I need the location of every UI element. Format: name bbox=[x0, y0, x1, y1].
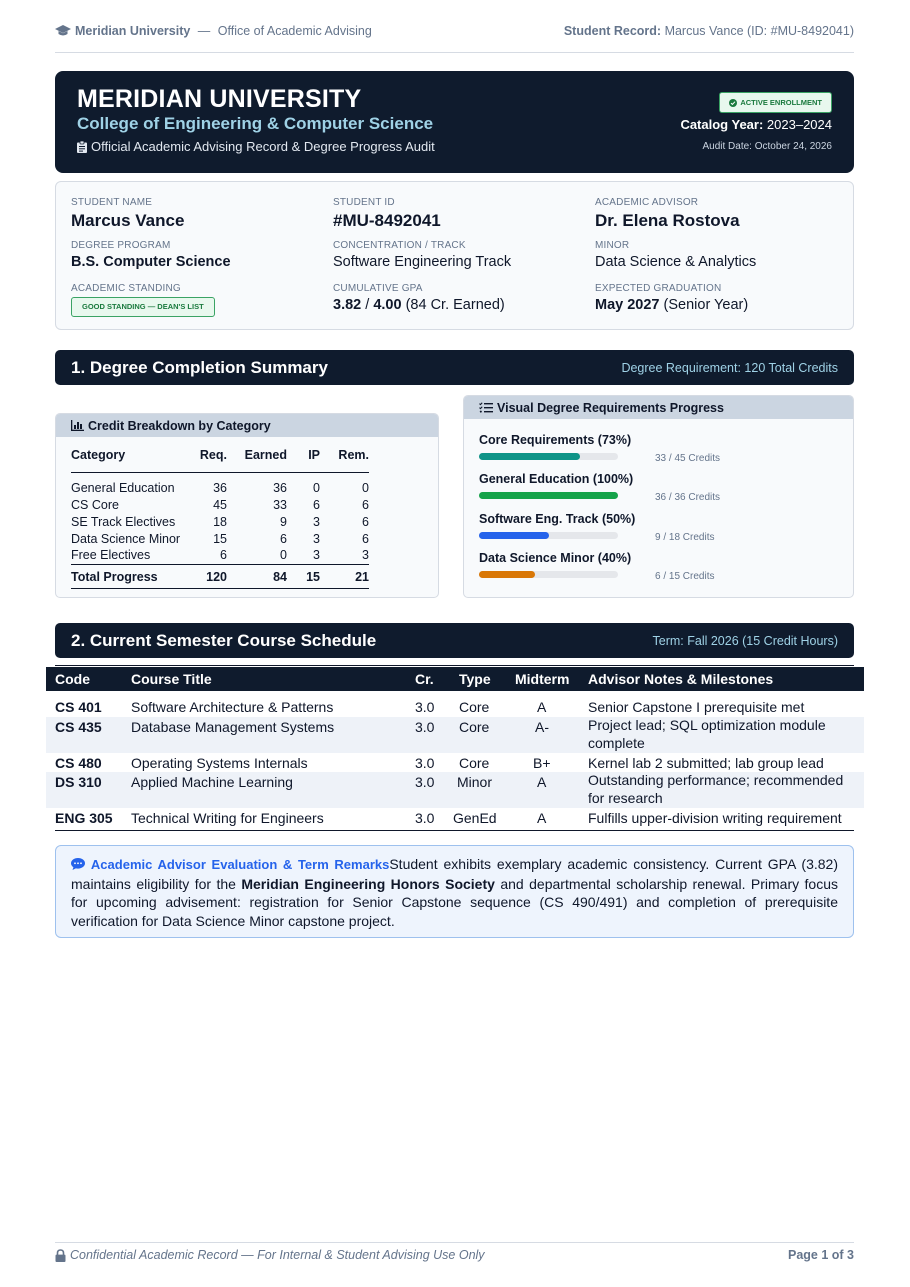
col-midterm: Midterm bbox=[515, 671, 570, 687]
student-name: Marcus Vance bbox=[71, 211, 185, 230]
table-header-row bbox=[71, 447, 369, 472]
degree-program: B.S. Computer Science bbox=[71, 254, 231, 270]
term-note: Term: Fall 2026 (15 Credit Hours) bbox=[652, 634, 838, 648]
gpa-value: 3.82 / 4.00 (84 Cr. Earned) bbox=[333, 297, 505, 313]
student-name-field: STUDENT NAME Marcus Vance bbox=[71, 197, 185, 230]
table-row: ENG 305 Technical Writing for Engineers 3.0 GenEd A Fulfills upper-division writing requirement bbox=[55, 810, 842, 826]
course-schedule-table bbox=[46, 667, 864, 831]
col-title: Course Title bbox=[131, 671, 212, 687]
table-row: General Education 36 36 0 0 bbox=[71, 480, 369, 495]
standing-field: ACADEMIC STANDING GOOD STANDING — DEAN'S LIST bbox=[71, 283, 215, 317]
student-id: #MU-8492041 bbox=[333, 211, 441, 230]
institution-line: Meridian University — Office of Academic Advising bbox=[55, 24, 372, 38]
page-header bbox=[55, 22, 854, 40]
section-schedule-header bbox=[55, 623, 854, 658]
confidential-note: Confidential Academic Record — For Internal & Student Advising Use Only bbox=[55, 1248, 485, 1262]
catalog-year: Catalog Year: 2023–2024 bbox=[680, 117, 832, 132]
remarks-text-2: and departmental scholarship renewal. Primary focus for upcoming advisement: registration for Senior Capstone sequence (CS 490/491) and completion of prerequisite verification for Data Science Minor capstone project. bbox=[71, 875, 839, 929]
comment-icon bbox=[71, 858, 85, 870]
track-field: CONCENTRATION / TRACK Software Engineering Track bbox=[333, 240, 512, 270]
remarks-emphasis: Meridian Engineering Honors Society bbox=[241, 875, 495, 892]
graduation-field: EXPECTED GRADUATION May 2027 (Senior Year) bbox=[595, 283, 749, 313]
office-name: Office of Academic Advising bbox=[217, 24, 372, 38]
progress-track bbox=[479, 532, 618, 539]
table-header-row bbox=[46, 667, 864, 691]
minor-value: Data Science & Analytics bbox=[595, 254, 757, 270]
progress-track bbox=[479, 571, 618, 578]
col-category: Category bbox=[71, 447, 183, 472]
college-name: College of Engineering & Computer Science bbox=[77, 114, 434, 133]
progress-fill bbox=[479, 453, 580, 460]
section-title: 1. Degree Completion Summary bbox=[71, 358, 328, 377]
graduation-cap-icon bbox=[55, 25, 71, 37]
progress-track bbox=[479, 453, 618, 460]
advisor-name: Dr. Elena Rostova bbox=[595, 211, 740, 230]
clipboard-icon bbox=[77, 141, 87, 153]
table-row: CS 435 Database Management Systems 3.0 Core A- Project lead; SQL optimization module complete bbox=[46, 717, 864, 753]
table-row: Data Science Minor 15 6 3 6 bbox=[71, 531, 369, 546]
degree-requirement-note: Degree Requirement: 120 Total Credits bbox=[621, 361, 838, 375]
gpa-field: CUMULATIVE GPA 3.82 / 4.00 (84 Cr. Earned) bbox=[333, 283, 505, 313]
bar-chart-icon bbox=[71, 420, 84, 431]
section-title: 2. Current Semester Course Schedule bbox=[71, 631, 377, 650]
table-row: DS 310 Applied Machine Learning 3.0 Minor A Outstanding performance; recommended for research bbox=[46, 772, 864, 808]
page-footer bbox=[55, 1248, 854, 1262]
title-banner bbox=[55, 71, 854, 173]
enrollment-status-badge: ACTIVE ENROLLMENT bbox=[719, 92, 832, 113]
col-code: Code bbox=[55, 671, 90, 687]
student-id-field: STUDENT ID #MU-8492041 bbox=[333, 197, 441, 230]
table-row: SE Track Electives 18 9 3 6 bbox=[71, 514, 369, 529]
lock-icon bbox=[55, 1249, 66, 1262]
section-degree-summary-header bbox=[55, 350, 854, 385]
track-value: Software Engineering Track bbox=[333, 254, 512, 270]
graduation-value: May 2027 (Senior Year) bbox=[595, 297, 749, 313]
col-earned: Earned bbox=[227, 447, 287, 472]
advisor-remarks-box bbox=[55, 845, 854, 938]
total-row: Total Progress 120 84 15 21 bbox=[71, 564, 369, 588]
progress-item-gened: General Education (100%) 36 / 36 Credits bbox=[479, 472, 721, 503]
audit-date: Audit Date: October 24, 2026 bbox=[702, 141, 832, 152]
advisor-field: ACADEMIC ADVISOR Dr. Elena Rostova bbox=[595, 197, 740, 230]
student-record-ref: Student Record: Marcus Vance (ID: #MU-8492041) bbox=[563, 24, 854, 38]
degree-field: DEGREE PROGRAM B.S. Computer Science bbox=[71, 240, 231, 270]
progress-track bbox=[479, 492, 618, 499]
footer-divider bbox=[55, 1242, 854, 1243]
banner-title: MERIDIAN UNIVERSITY bbox=[77, 85, 362, 113]
progress-fill bbox=[479, 532, 549, 539]
col-in-progress: IP bbox=[287, 447, 320, 472]
col-type: Type bbox=[459, 671, 491, 687]
progress-item-track: Software Eng. Track (50%) 9 / 18 Credits bbox=[479, 512, 715, 543]
progress-fill bbox=[479, 571, 535, 578]
col-required: Req. bbox=[183, 447, 227, 472]
degree-progress-panel bbox=[463, 395, 854, 598]
check-circle-icon bbox=[729, 99, 737, 107]
header-divider bbox=[55, 52, 854, 53]
list-check-icon bbox=[479, 402, 493, 413]
progress-item-core: Core Requirements (73%) 33 / 45 Credits bbox=[479, 433, 721, 464]
panel-header: Credit Breakdown by Category bbox=[56, 414, 438, 437]
student-info-card bbox=[55, 181, 854, 330]
page-number: Page 1 of 3 bbox=[788, 1248, 854, 1262]
table-row: Free Electives 6 0 3 3 bbox=[71, 548, 369, 563]
col-notes: Advisor Notes & Milestones bbox=[588, 671, 774, 687]
col-credits: Cr. bbox=[415, 671, 434, 687]
minor-field: MINOR Data Science & Analytics bbox=[595, 240, 757, 270]
progress-item-minor: Data Science Minor (40%) 6 / 15 Credits bbox=[479, 551, 715, 582]
remarks-text-1: Student exhibits exemplary academic consistency. Current GPA (3.82) maintains eligibility for the bbox=[71, 856, 838, 892]
progress-fill bbox=[479, 492, 618, 499]
university-name: Meridian University bbox=[75, 24, 191, 38]
remarks-title: Academic Advisor Evaluation & Term Remarks bbox=[90, 857, 390, 872]
credit-breakdown-table bbox=[71, 447, 369, 589]
col-remaining: Rem. bbox=[320, 447, 369, 472]
panel-header: Visual Degree Requirements Progress bbox=[464, 396, 853, 419]
standing-badge: GOOD STANDING — DEAN'S LIST bbox=[71, 297, 215, 317]
table-row: CS 401 Software Architecture & Patterns 3.0 Core A Senior Capstone I prerequisite met bbox=[55, 699, 805, 715]
credit-breakdown-panel bbox=[55, 413, 439, 598]
table-row: CS Core 45 33 6 6 bbox=[71, 497, 369, 512]
banner-subtitle: Official Academic Advising Record & Degree Progress Audit bbox=[77, 139, 435, 154]
table-row: CS 480 Operating Systems Internals 3.0 Core B+ Kernel lab 2 submitted; lab group lead bbox=[55, 755, 824, 771]
